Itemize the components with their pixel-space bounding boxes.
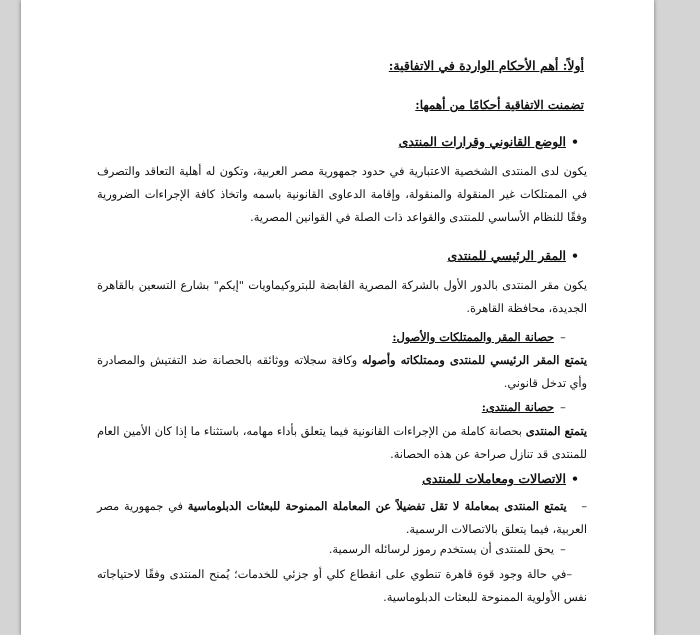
subsection-forum-immunity-title: –حصانة المنتدى: xyxy=(482,400,572,414)
bullet-icon: • xyxy=(571,248,579,263)
section-communications-item-1: – يتمتع المنتدى بمعاملة لا تقل تفضيلاً عن المعاملة الممنوحة للبعثات الدبلوماسية في جمهورية مصر العربية، فيما يتعلق بالاتصالات الرسمية. xyxy=(97,499,588,536)
dash-marker: – xyxy=(560,401,566,414)
sub-heading: تضمنت الاتفاقية أحكامًا من أهمها: xyxy=(415,98,584,112)
dash-marker: – xyxy=(566,500,588,513)
subsection-premises-immunity-text: يتمتع المقر الرئيسي للمنتدى وممتلكاته وأصوله وكافة سجلاته ووثائقه بالحصانة ضد التفتيش والمصادرة وأي تدخل قانوني. xyxy=(97,353,588,390)
main-heading: أولاً: أهم الأحكام الواردة في الاتفاقية: xyxy=(388,58,584,73)
section-communications-title: •الاتصالات ومعاملات للمنتدى xyxy=(422,471,584,486)
section-communications-item-2: –يحق للمنتدى أن يستخدم رموز لرسائله الرسمية. xyxy=(329,543,572,556)
section-headquarters-text: يكون مقر المنتدى بالدور الأول بالشركة المصرية القابضة للبتروكيماويات "إيكم" بشارع التسعين بالقاهرة الجديدة، محافظة القاهرة. xyxy=(97,279,587,315)
document-page xyxy=(21,0,654,635)
section-headquarters-title: •المقر الرئيسي للمنتدى xyxy=(448,248,585,263)
dash-marker: – xyxy=(560,331,566,344)
subsection-forum-immunity-text: يتمتع المنتدى بحصانة كاملة من الإجراءات القانونية فيما يتعلق بأداء مهامه، باستثناء ما إذا كان الأمين العام للمنتدى قد تنازل صراحة عن هذه الحصانة. xyxy=(97,424,588,461)
section-communications-item-3: –في حالة وجود قوة قاهرة تنطوي على انقطاع كلي أو جزئي للخدمات؛ يُمنح المنتدى وفقًا لاحتياجاته نفس الأولوية الممنوحة للبعثات الدبلوماسية. xyxy=(97,568,587,604)
dash-marker: – xyxy=(560,543,566,556)
bullet-icon: • xyxy=(571,471,579,486)
section-legal-status-text: يكون لدى المنتدى الشخصية الاعتبارية في حدود جمهورية مصر العربية، وتكون له أهلية التعاقد والتصرف في الممتلكات غير المنقولة والمنقولة، وإقامة الدعاوى القانونية باسمه واتخاذ كافة الإجراءات الضرورية وفقًا للنظام الأساسي للمنتدى والقواعد ذات الصلة في القوانين المصرية. xyxy=(97,165,587,224)
subsection-premises-immunity-title: –حصانة المقر والممتلكات والأصول: xyxy=(392,330,572,344)
document-content xyxy=(21,0,654,635)
dash-marker: – xyxy=(566,568,572,581)
section-legal-status-title: •الوضع القانوني وقرارات المنتدى xyxy=(399,134,584,149)
bullet-icon: • xyxy=(571,134,579,149)
